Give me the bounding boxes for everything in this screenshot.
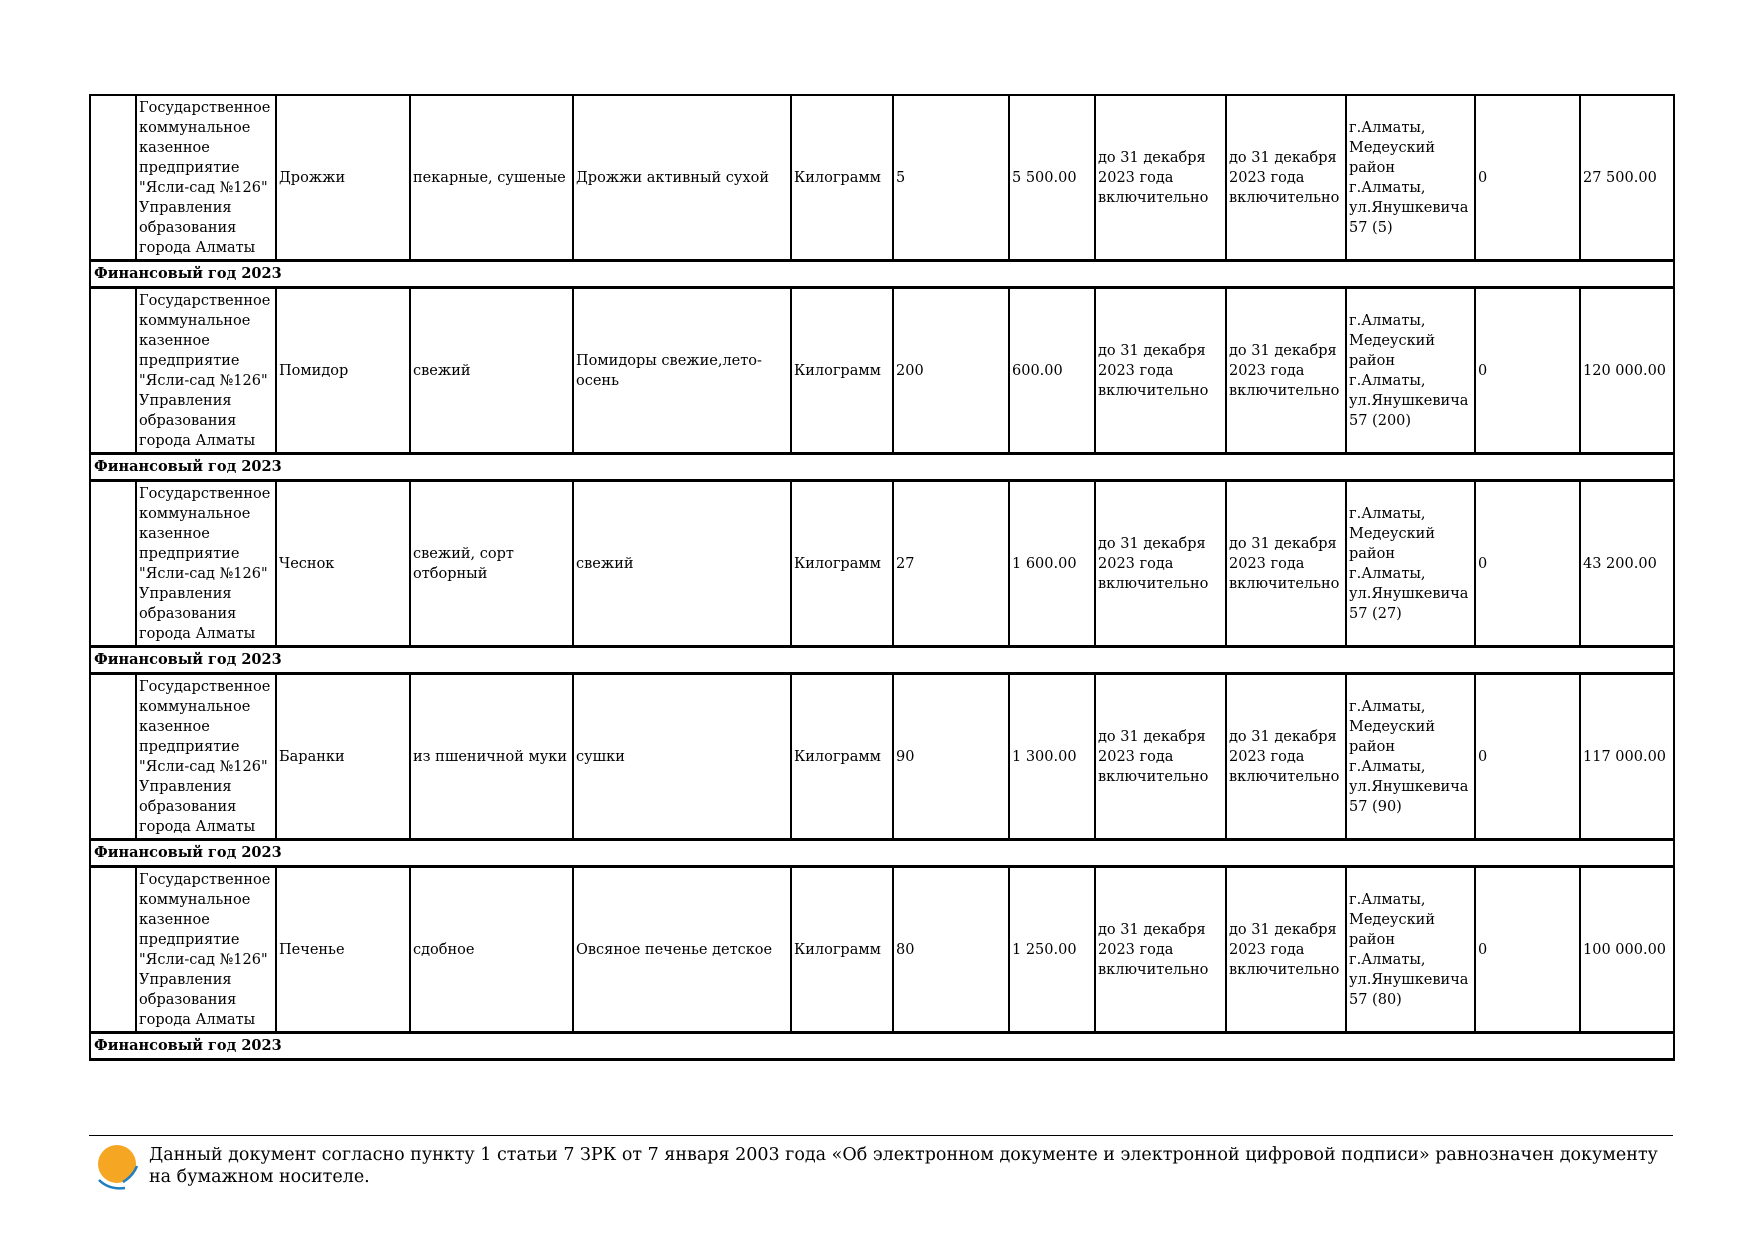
cell-characteristic: из пшеничной муки (410, 674, 573, 840)
cell-term-start: до 31 декабря 2023 года включительно (1095, 481, 1226, 647)
cell-sum: 120 000.00 (1580, 288, 1674, 454)
cell-advance: 0 (1475, 674, 1580, 840)
cell-name: Помидор (276, 288, 410, 454)
cell-additional: Дрожжи активный сухой (573, 95, 791, 261)
cell-place: г.Алматы, Медеуский район г.Алматы, ул.Янушкевича 57 (80) (1346, 867, 1475, 1033)
cell-term-end: до 31 декабря 2023 года включительно (1226, 674, 1346, 840)
table-row (90, 288, 1674, 454)
cell-customer: Государственное коммунальное казенное предприятие "Ясли-сад №126" Управления образования города Алматы (136, 674, 276, 840)
cell-customer: Государственное коммунальное казенное предприятие "Ясли-сад №126" Управления образования города Алматы (136, 288, 276, 454)
cell-num (90, 288, 136, 454)
financial-year-row (90, 261, 1674, 288)
cell-unit: Килограмм (791, 481, 893, 647)
cell-characteristic: сдобное (410, 867, 573, 1033)
cell-additional: свежий (573, 481, 791, 647)
cell-characteristic: свежий (410, 288, 573, 454)
financial-year-row (90, 1033, 1674, 1060)
cell-additional: Помидоры свежие,лето-осень (573, 288, 791, 454)
cell-term-start: до 31 декабря 2023 года включительно (1095, 288, 1226, 454)
table-body (90, 95, 1674, 1060)
cell-characteristic: свежий, сорт отборный (410, 481, 573, 647)
cell-name: Баранки (276, 674, 410, 840)
cell-term-end: до 31 декабря 2023 года включительно (1226, 867, 1346, 1033)
cell-price: 1 600.00 (1009, 481, 1095, 647)
cell-price: 1 250.00 (1009, 867, 1095, 1033)
financial-year-label: Финансовый год 2023 (90, 1033, 1674, 1060)
cell-price: 5 500.00 (1009, 95, 1095, 261)
egov-sun-logo-icon (93, 1142, 141, 1190)
cell-unit: Килограмм (791, 867, 893, 1033)
financial-year-label: Финансовый год 2023 (90, 840, 1674, 867)
table-row (90, 95, 1674, 261)
cell-price: 1 300.00 (1009, 674, 1095, 840)
cell-num (90, 867, 136, 1033)
cell-unit: Килограмм (791, 674, 893, 840)
cell-price: 600.00 (1009, 288, 1095, 454)
cell-advance: 0 (1475, 95, 1580, 261)
cell-qty: 5 (893, 95, 1009, 261)
cell-sum: 100 000.00 (1580, 867, 1674, 1033)
cell-qty: 200 (893, 288, 1009, 454)
financial-year-row (90, 454, 1674, 481)
cell-place: г.Алматы, Медеуский район г.Алматы, ул.Янушкевича 57 (200) (1346, 288, 1475, 454)
procurement-table (89, 94, 1675, 1061)
cell-additional: Овсяное печенье детское (573, 867, 791, 1033)
legal-notice-text: Данный документ согласно пункту 1 статьи 7 ЗРК от 7 января 2003 года «Об электронном документе и электронной цифровой подписи» равнозначен документу на бумажном носителе. (149, 1145, 1658, 1187)
financial-year-label: Финансовый год 2023 (90, 454, 1674, 481)
cell-name: Дрожжи (276, 95, 410, 261)
cell-qty: 80 (893, 867, 1009, 1033)
cell-qty: 90 (893, 674, 1009, 840)
cell-unit: Килограмм (791, 288, 893, 454)
cell-sum: 43 200.00 (1580, 481, 1674, 647)
cell-term-start: до 31 декабря 2023 года включительно (1095, 95, 1226, 261)
cell-advance: 0 (1475, 481, 1580, 647)
cell-customer: Государственное коммунальное казенное предприятие "Ясли-сад №126" Управления образования города Алматы (136, 481, 276, 647)
table-row (90, 867, 1674, 1033)
cell-place: г.Алматы, Медеуский район г.Алматы, ул.Янушкевича 57 (27) (1346, 481, 1475, 647)
cell-unit: Килограмм (791, 95, 893, 261)
footer (89, 1135, 1673, 1187)
cell-term-end: до 31 декабря 2023 года включительно (1226, 95, 1346, 261)
cell-advance: 0 (1475, 867, 1580, 1033)
financial-year-label: Финансовый год 2023 (90, 647, 1674, 674)
table-row (90, 481, 1674, 647)
cell-sum: 117 000.00 (1580, 674, 1674, 840)
financial-year-row (90, 840, 1674, 867)
cell-num (90, 95, 136, 261)
cell-customer: Государственное коммунальное казенное предприятие "Ясли-сад №126" Управления образования города Алматы (136, 95, 276, 261)
cell-qty: 27 (893, 481, 1009, 647)
financial-year-label: Финансовый год 2023 (90, 261, 1674, 288)
cell-advance: 0 (1475, 288, 1580, 454)
cell-name: Печенье (276, 867, 410, 1033)
financial-year-row (90, 647, 1674, 674)
cell-name: Чеснок (276, 481, 410, 647)
cell-place: г.Алматы, Медеуский район г.Алматы, ул.Янушкевича 57 (5) (1346, 95, 1475, 261)
cell-sum: 27 500.00 (1580, 95, 1674, 261)
cell-term-start: до 31 декабря 2023 года включительно (1095, 674, 1226, 840)
cell-term-end: до 31 декабря 2023 года включительно (1226, 481, 1346, 647)
cell-num (90, 481, 136, 647)
table-row (90, 674, 1674, 840)
procurement-plan-sheet (89, 94, 1673, 1061)
cell-num (90, 674, 136, 840)
cell-customer: Государственное коммунальное казенное предприятие "Ясли-сад №126" Управления образования города Алматы (136, 867, 276, 1033)
cell-term-start: до 31 декабря 2023 года включительно (1095, 867, 1226, 1033)
cell-place: г.Алматы, Медеуский район г.Алматы, ул.Янушкевича 57 (90) (1346, 674, 1475, 840)
cell-term-end: до 31 декабря 2023 года включительно (1226, 288, 1346, 454)
cell-characteristic: пекарные, сушеные (410, 95, 573, 261)
cell-additional: сушки (573, 674, 791, 840)
